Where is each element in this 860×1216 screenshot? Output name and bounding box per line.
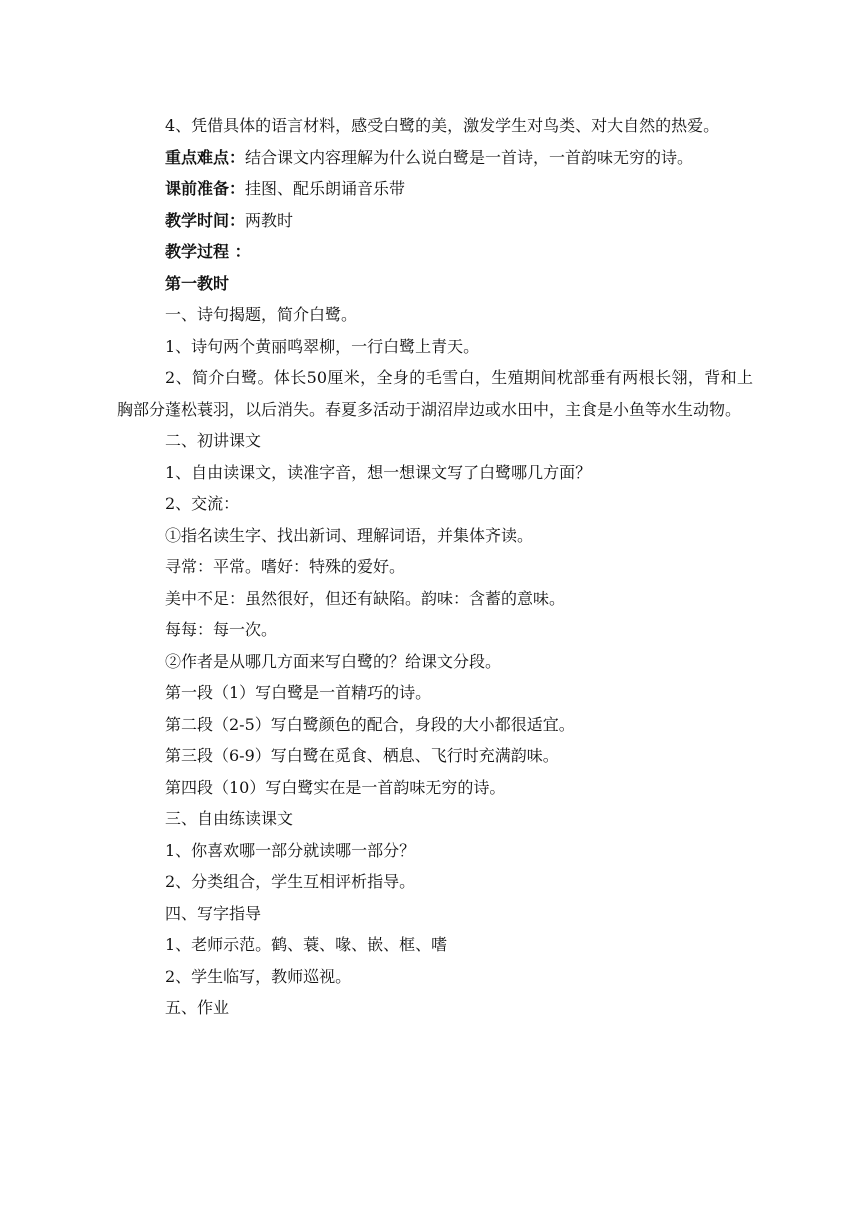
list-item: 四、写字指导: [165, 903, 262, 923]
list-item: 美中不足：虽然很好，但还有缺陷。韵味：含蓄的意味。: [165, 588, 566, 608]
list-item: 2、交流：: [165, 494, 240, 513]
section-heading: 教学过程 ：: [165, 242, 251, 261]
list-item: 三、自由练读课文: [165, 809, 294, 828]
list-item: 1、老师示范。鹤、蓑、喙、嵌、框、嗜: [165, 935, 448, 954]
list-item: 2、简介白鹭。体长50厘米，全身的毛雪白，生殖期间枕部垂有两根长翎，背和上胸部分蓬松蓑羽，以后消失。春夏多活动于湖沼岸边或水田中，主食是小鱼等水生动物。: [117, 368, 753, 419]
field-value: 两教时: [245, 210, 294, 230]
list-item: 第三段（6-9）写白鹭在觅食、栖息、飞行时充满韵味。: [165, 746, 559, 765]
paragraph-preparation: [117, 173, 753, 205]
field-label: 重点难点：: [165, 147, 246, 167]
list-item: ②作者是从哪几方面来写白鹭的？给课文分段。: [165, 651, 502, 671]
section-heading: 第一教时: [165, 273, 230, 293]
list-item: 2、学生临写，教师巡视。: [165, 966, 352, 986]
list-item: 1、你喜欢哪一部分就读哪一部分？: [165, 840, 416, 860]
list-item: 2、分类组合，学生互相评析指导。: [165, 872, 416, 891]
list-item: 1、诗句两个黄丽鸣翠柳，一行白鹭上青天。: [165, 336, 480, 356]
list-item: 一、诗句揭题，简介白鹭。: [165, 305, 358, 324]
list-item: ①指名读生字、找出新词、理解词语，并集体齐读。: [165, 525, 534, 545]
list-item: 二、初讲课文: [165, 431, 262, 450]
list-item: 第四段（10）写白鹭实在是一首韵味无穷的诗。: [165, 777, 506, 797]
list-item: 第二段（2-5）写白鹭颜色的配合，身段的大小都很适宜。: [165, 714, 575, 734]
paragraph-teaching-process: [117, 236, 753, 268]
field-value: 结合课文内容理解为什么说白鹭是一首诗，一首韵味无穷的诗。: [245, 147, 694, 167]
field-label: 教学时间：: [165, 210, 246, 230]
list-item: 第一段（1）写白鹭是一首精巧的诗。: [165, 683, 432, 702]
list-item: 寻常：平常。嗜好：特殊的爱好。: [165, 557, 406, 576]
list-item: 1、自由读课文，读准字音，想一想课文写了白鹭哪几方面？: [165, 462, 592, 482]
list-item: 五、作业: [165, 998, 230, 1017]
field-value: 挂图、配乐朗诵音乐带: [245, 179, 406, 198]
list-item: 每每：每一次。: [165, 620, 278, 639]
paragraph-text: 4、凭借具体的语言材料，感受白鹭的美，激发学生对鸟类、对大自然的热爱。: [165, 116, 720, 135]
paragraph-key-difficulty: [117, 142, 753, 174]
document-body: [117, 110, 753, 1024]
paragraph-first-lesson: [117, 268, 753, 300]
paragraph-objective-4: [117, 110, 753, 142]
field-label: 课前准备：: [165, 179, 246, 198]
paragraph-teaching-time: [117, 205, 753, 237]
